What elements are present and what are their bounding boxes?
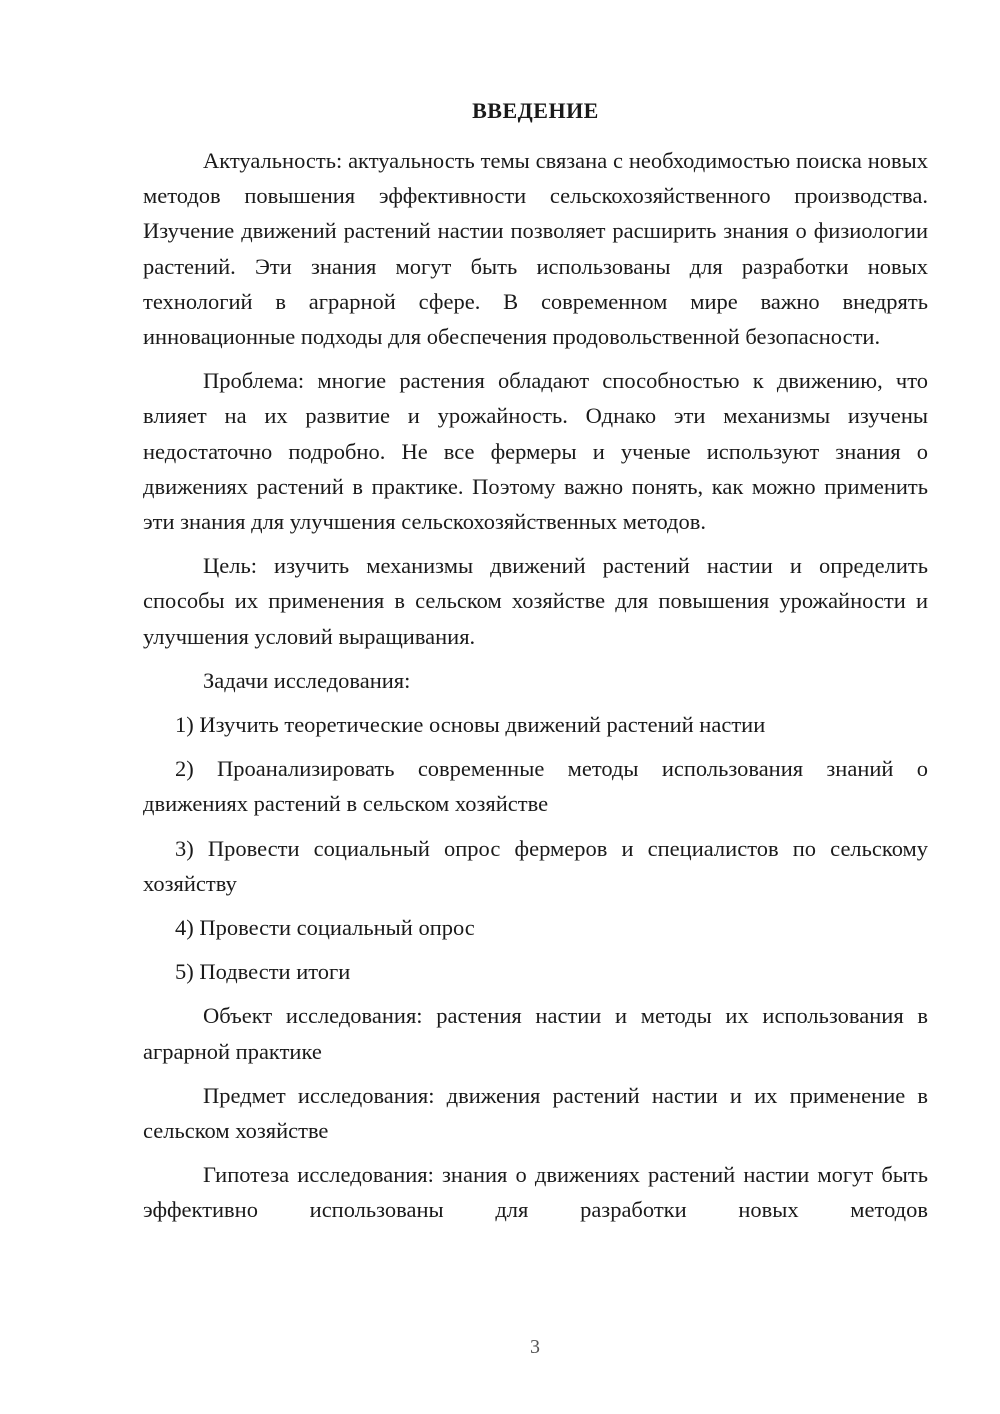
task-item-2: 2) Проанализировать современные методы использования знаний о движениях растений в сельском хозяйстве (143, 756, 928, 817)
paragraph-object: Объект исследования: растения настии и методы их использования в аграрной практике (143, 1003, 928, 1064)
paragraph-relevance: Актуальность: актуальность темы связана с необходимостью поиска новых методов повышения эффективности сельскохозяйственного производства. Изучение движений растений настии позволяет расширить знания о физиологии растений. Эти знания могут быть использованы для разработки новых технологий в аграрной сфере. В современном мире важно внедрять инновационные подходы для обеспечения продовольственной безопасности. (143, 148, 928, 350)
task-item-3: 3) Провести социальный опрос фермеров и специалистов по сельскому хозяйству (143, 835, 928, 896)
document-body (143, 143, 928, 1237)
paragraph-goal: Цель: изучить механизмы движений растений настии и определить способы их применения в сельском хозяйстве для повышения урожайности и улучшения условий выращивания. (143, 553, 928, 649)
page-title: ВВЕДЕНИЕ (472, 98, 599, 123)
paragraph-subject: Предмет исследования: движения растений настии и их применение в сельском хозяйстве (143, 1082, 928, 1144)
paragraph-tasks-heading: Задачи исследования: (203, 667, 411, 693)
task-item-4: 4) Провести социальный опрос (175, 915, 475, 941)
page-number: 3 (530, 1336, 540, 1358)
task-item-5: 5) Подвести итоги (175, 959, 351, 985)
paragraph-hypothesis: Гипотеза исследования: знания о движениях растений настии могут быть эффективно использованы для разработки новых методов (143, 1162, 928, 1223)
task-item-1: 1) Изучить теоретические основы движений растений настии (175, 712, 766, 738)
paragraph-problem: Проблема: многие растения обладают способностью к движению, что влияет на их развитие и урожайность. Однако эти механизмы изучены недостаточно подробно. Не все фермеры и ученые используют знания о движениях растений в практике. Поэтому важно понять, как можно применить эти знания для улучшения сельскохозяйственных методов. (143, 368, 928, 535)
